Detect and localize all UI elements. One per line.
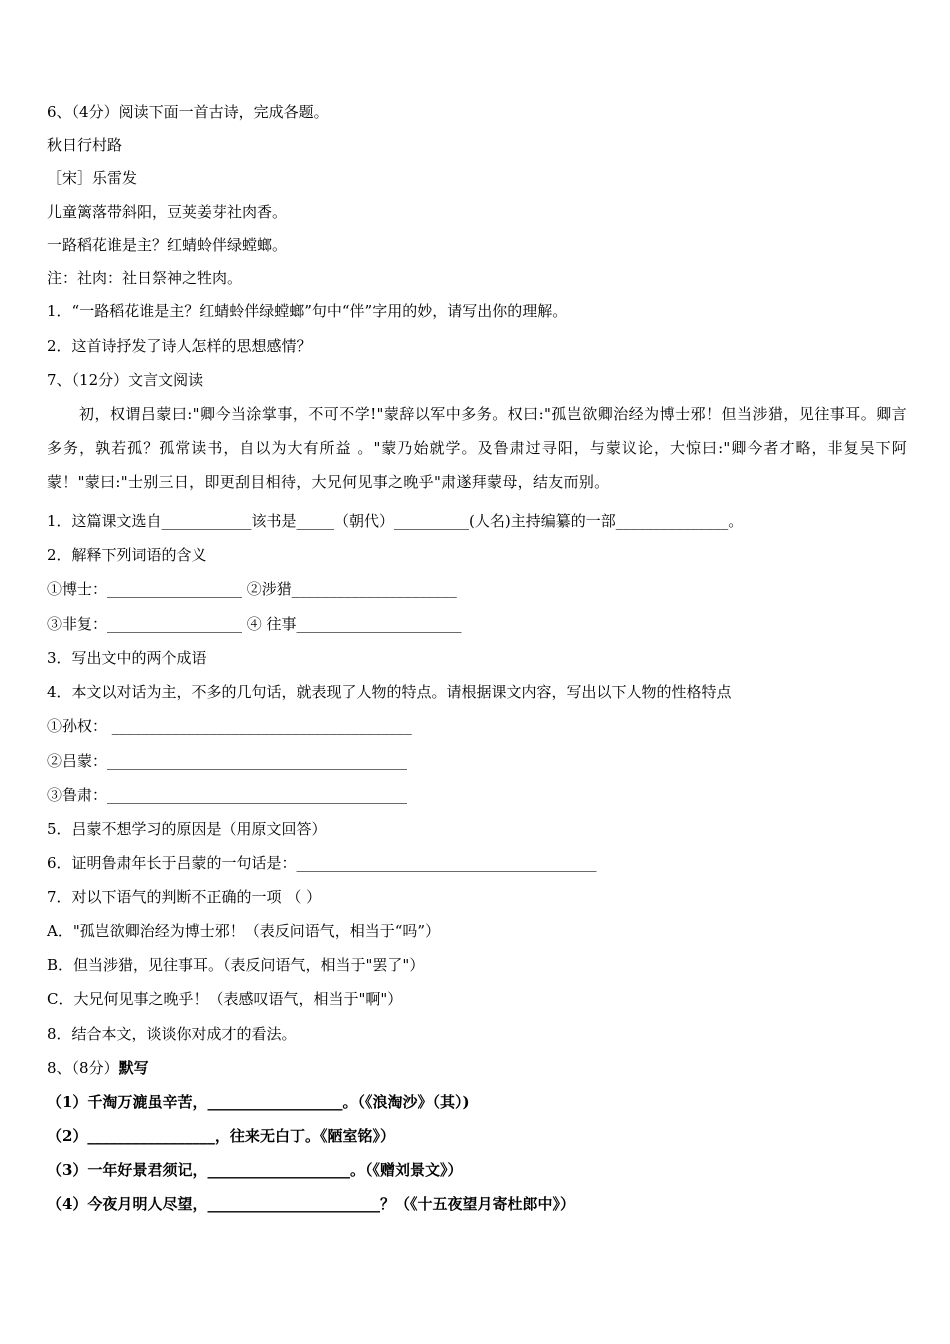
q6-sub2: 2．这首诗抒发了诗人怎样的思想感情？: [47, 337, 312, 355]
q7-sub3: 3．写出文中的两个成语: [47, 649, 207, 667]
q8-header-title: 默写: [118, 1059, 149, 1077]
q8-item-2: （2）_________________，往来无白丁。《陋室铭》）: [47, 1127, 395, 1145]
q8-header-prefix: 8、（8分）: [47, 1059, 119, 1077]
q7-sub4: 4．本文以对话为主，不多的几句话，就表现了人物的特点。请根据课文内容，写出以下人物的性格特点: [47, 683, 732, 701]
q7-header: 7、（12分）文言文阅读: [47, 371, 204, 389]
q6-sub1: 1．“一路稻花谁是主？红蜻蛉伴绿螳螂”句中“伴”字用的妙，请写出你的理解。: [47, 302, 568, 320]
q7-sub1: 1．这篇课文选自____________该书是_____（朝代）__________(人名)主持编纂的一部_______________。: [47, 512, 744, 530]
q7-sub4-c: ③鲁肃：________________________________________: [47, 786, 408, 804]
q7-sub8: 8．结合本文，谈谈你对成才的看法。: [47, 1025, 297, 1043]
q6-header: 6、（4分）阅读下面一首古诗，完成各题。: [47, 103, 329, 121]
q7-sub5: 5．吕蒙不想学习的原因是（用原文回答）: [47, 820, 327, 838]
q8-item-1: （1）千淘万漉虽辛苦，__________________。（《浪淘沙》（其）): [47, 1093, 470, 1111]
poem-author: ［宋］乐雷发: [47, 169, 138, 187]
poem-note: 注：社肉：社日祭神之牲肉。: [47, 269, 243, 287]
poem-title: 秋日行村路: [47, 136, 123, 154]
q7-sub2: 2．解释下列词语的含义: [47, 546, 207, 564]
q7-sub2-row1: ①博士：__________________ ②涉猎______________________: [47, 580, 457, 598]
q7-sub7-a: A．"孤岂欲卿治经为博士邪！（表反问语气，相当于“吗”）: [47, 922, 441, 940]
q8-item-3: （3）一年好景君须记，___________________。（《赠刘景文》）: [47, 1161, 463, 1179]
q7-sub7-b: B．但当涉猎，见往事耳。（表反问语气，相当于"罢了"）: [47, 956, 425, 974]
q7-sub6: 6．证明鲁肃年长于吕蒙的一句话是：________________________________________: [47, 854, 597, 872]
q7-sub2-row2: ③非复：__________________ ④ 往事______________________: [47, 615, 462, 633]
q7-sub4-a: ①孙权： ________________________________________: [47, 717, 412, 735]
q7-sub4-b: ②吕蒙：________________________________________: [47, 752, 408, 770]
q7-sub7-c: C．大兄何见事之晚乎！（表感叹语气，相当于"啊"）: [47, 990, 403, 1008]
q7-passage: 初，权谓吕蒙曰:"卿今当涂掌事，不可不学!"蒙辞以军中多务。权曰:"孤岂欲卿治经为博士邪！但当涉猎，见往事耳。卿言多务，孰若孤？孤常读书，自以为大有所益 。"蒙乃始就学。及鲁肃过寻阳，与蒙议论，大惊曰:"卿今者才略，非复吴下阿蒙！"蒙曰:"士别三日，即更刮目相待，大兄何见事之晚乎"肃遂拜蒙母，结友而别。: [47, 405, 907, 491]
poem-line-2: 一路稻花谁是主？红蜻蛉伴绿螳螂。: [47, 236, 288, 254]
poem-line-1: 儿童篱落带斜阳，豆荚姜芽社肉香。: [47, 203, 288, 221]
q8-item-4: （4）今夜月明人尽望，_______________________？（《十五夜望月寄杜郎中》）: [47, 1195, 575, 1213]
q7-sub7: 7．对以下语气的判断不正确的一项 （ ）: [47, 888, 322, 906]
q8-header: [47, 1058, 149, 1078]
